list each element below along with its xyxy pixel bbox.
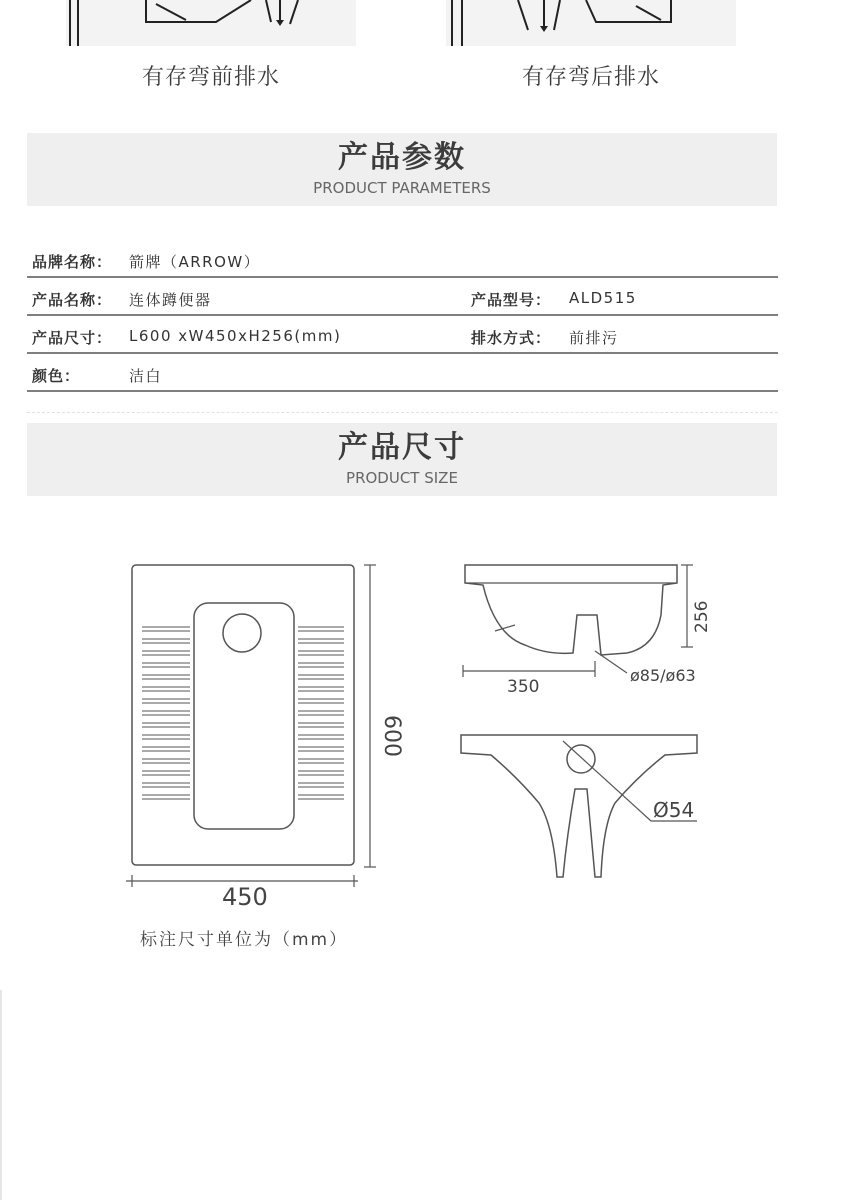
name-label: 产品名称： bbox=[32, 291, 113, 309]
size-subtitle: PRODUCT SIZE bbox=[346, 469, 458, 487]
rear-drain-label: 有存弯后排水 bbox=[521, 65, 660, 90]
width-dim-text: 450 bbox=[222, 883, 268, 911]
rear-drain-icon bbox=[446, 0, 736, 46]
model-label: 产品型号： bbox=[471, 291, 552, 309]
parameters-banner bbox=[27, 133, 777, 206]
left-edge-line bbox=[0, 990, 2, 1200]
hole-leader-line bbox=[563, 741, 651, 821]
color-value: 洁白 bbox=[129, 367, 163, 385]
color-label: 颜色： bbox=[32, 367, 81, 385]
size-label: 产品尺寸： bbox=[32, 329, 113, 347]
drain-value: 前排污 bbox=[569, 329, 619, 347]
offset-dim-text: 350 bbox=[507, 677, 540, 697]
front-view-drawing bbox=[455, 725, 725, 890]
front-drain-label: 有存弯前排水 bbox=[141, 65, 280, 90]
length-dim-text: 600 bbox=[379, 715, 404, 757]
param-row-name bbox=[27, 278, 778, 316]
height-dim-text: 256 bbox=[692, 600, 712, 633]
hole-diameter-text: Ø54 bbox=[653, 798, 695, 822]
brand-label: 品牌名称： bbox=[32, 253, 113, 271]
unit-note: 标注尺寸单位为（mm） bbox=[140, 930, 349, 950]
brand-value: 箭牌（ARROW） bbox=[129, 253, 261, 271]
side-view-drawing bbox=[455, 555, 725, 700]
front-drain-diagram bbox=[66, 0, 356, 46]
left-grooves bbox=[142, 627, 190, 799]
front-drain-icon bbox=[66, 0, 356, 46]
rear-drain-diagram bbox=[446, 0, 736, 46]
bowl-outline bbox=[194, 603, 294, 829]
drain-label: 排水方式： bbox=[471, 329, 552, 347]
right-grooves bbox=[298, 627, 344, 799]
model-value: ALD515 bbox=[569, 289, 637, 307]
param-row-brand bbox=[27, 240, 778, 278]
size-value: L600 xW450xH256(mm) bbox=[129, 327, 342, 345]
pipe-diameter-text: ø85/ø63 bbox=[630, 666, 696, 685]
table-bottom-rule bbox=[27, 412, 778, 413]
size-title: 产品尺寸 bbox=[338, 430, 466, 465]
name-value: 连体蹲便器 bbox=[129, 291, 212, 309]
size-banner bbox=[27, 423, 777, 496]
top-view-drawing bbox=[120, 555, 404, 911]
param-row-color bbox=[27, 354, 778, 392]
parameters-subtitle: PRODUCT PARAMETERS bbox=[313, 179, 491, 197]
param-row-size bbox=[27, 316, 778, 354]
side-outline bbox=[465, 565, 677, 655]
parameters-title: 产品参数 bbox=[338, 140, 466, 175]
parameters-table bbox=[27, 240, 778, 392]
